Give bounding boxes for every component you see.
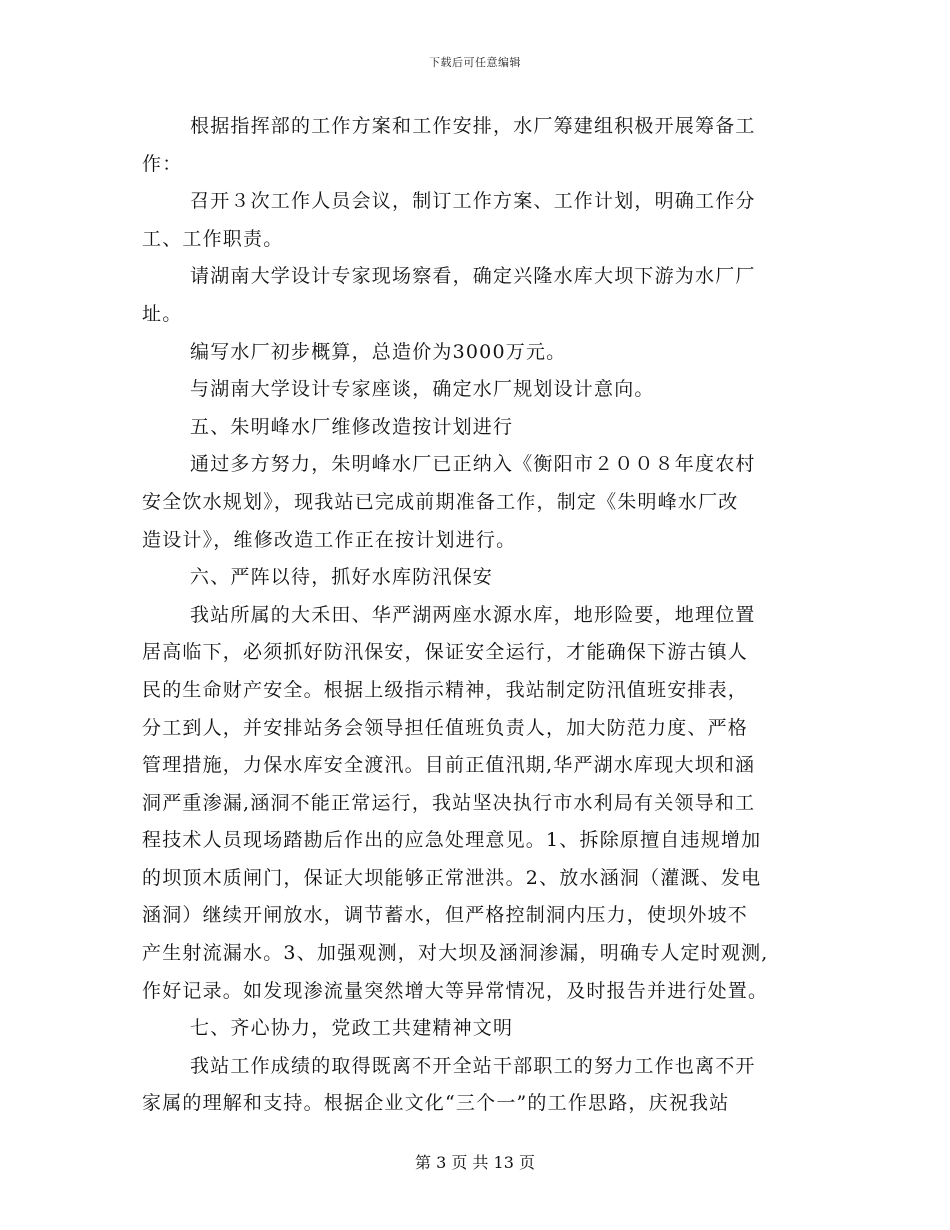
text-line: 址。	[142, 302, 183, 325]
text-line: 的坝顶木质闸门，保证大坝能够正常泄洪。2、放水涵洞（灌溉、发电	[142, 866, 762, 889]
text-line: 七、齐心协力，党政工共建精神文明	[190, 1017, 514, 1040]
text-line: 居高临下，必须抓好防汛保安，保证安全运行，才能确保下游古镇人	[142, 641, 749, 664]
text-line: 家属的理解和支持。根据企业文化“三个一”的工作思路，庆祝我站	[142, 1092, 730, 1115]
text-line: 编写水厂初步概算，总造价为3000万元。	[190, 340, 567, 363]
page-number-footer: 第 3 页 共 13 页	[415, 1153, 535, 1172]
text-line: 请湖南大学设计专家现场察看，确定兴隆水库大坝下游为水厂厂	[190, 265, 756, 288]
text-line: 召开３次工作人员会议，制订工作方案、工作计划，明确工作分	[190, 190, 756, 213]
text-line: 安全饮水规划》，现我站已完成前期准备工作，制定《朱明峰水厂改	[142, 490, 739, 513]
text-line: 涵洞）继续开闸放水，调节蓄水，但严格控制洞内压力，使坝外坡不	[142, 904, 749, 927]
text-line: 管理措施，力保水库安全渡汛。目前正值汛期,华严湖水库现大坝和涵	[142, 754, 756, 777]
text-line: 民的生命财产安全。根据上级指示精神，我站制定防汛值班安排表，	[142, 678, 749, 701]
text-line: 工、工作职责。	[142, 227, 284, 250]
text-line: 分工到人，并安排站务会领导担任值班负责人，加大防范力度、严格	[142, 716, 749, 739]
text-line: 六、严阵以待，抓好水库防汛保安	[190, 566, 494, 589]
text-line: 与湖南大学设计专家座谈，确定水厂规划设计意向。	[190, 378, 655, 401]
text-line: 洞严重渗漏,涵洞不能正常运行，我站坚决执行市水利局有关领导和工	[142, 791, 756, 814]
text-line: 五、朱明峰水厂维修改造按计划进行	[190, 415, 514, 438]
text-line: 作：	[142, 152, 183, 175]
text-line: 根据指挥部的工作方案和工作安排，水厂筹建组积极开展筹备工	[190, 115, 756, 137]
text-line: 造设计》，维修改造工作正在按计划进行。	[142, 528, 517, 551]
body-text	[142, 108, 818, 1123]
text-line: 作好记录。如发现渗流量突然增大等异常情况，及时报告并进行处置。	[142, 979, 769, 1002]
text-line: 我站工作成绩的取得既离不开全站干部职工的努力工作也离不开	[190, 1054, 756, 1077]
text-line: 产生射流漏水。3、加强观测，对大坝及涵洞渗漏，明确专人定时观测,	[142, 942, 769, 965]
text-line: 通过多方努力，朱明峰水厂已正纳入《衡阳市２００８年度农村	[190, 453, 756, 476]
page-header: 下载后可任意编辑	[429, 56, 521, 69]
text-line: 程技术人员现场踏勘后作出的应急处理意见。1、拆除原擅自违规增加	[142, 829, 762, 852]
text-line: 我站所属的大禾田、华严湖两座水源水库，地形险要，地理位置	[190, 603, 756, 626]
